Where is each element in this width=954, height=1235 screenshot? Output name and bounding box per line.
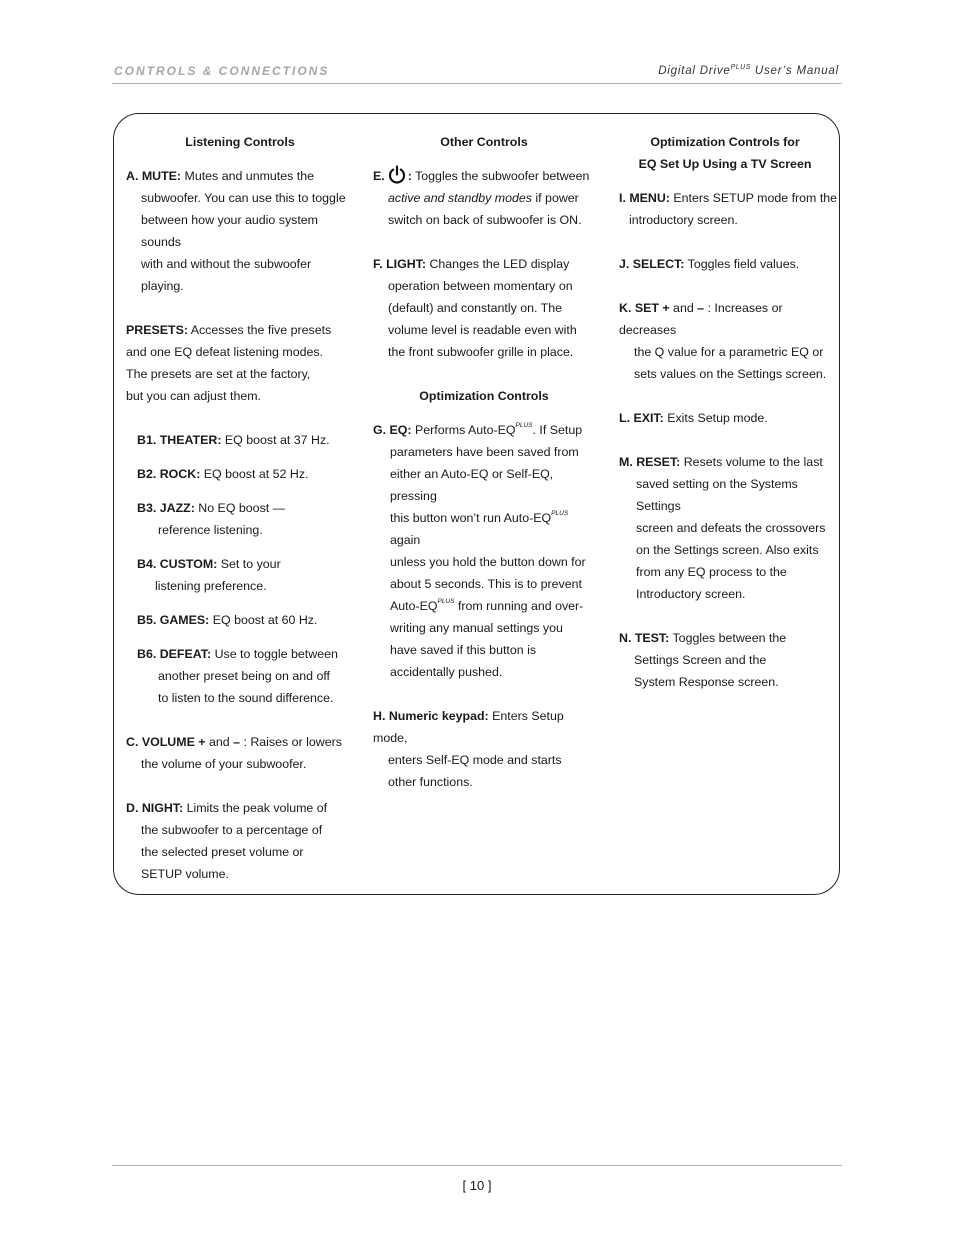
set-description: K. SET + and – : Increases or decreases the Q value for a parametric EQ or sets values on the Settings screen. (619, 301, 827, 381)
manual-title: Digital Drive$^{PLUS}$ User’s Manual (658, 64, 839, 77)
power-description: E. : Toggles the subwoofer between active and standby modes if power switch on back of subwoofer is ON. (373, 165, 595, 231)
reset-description: M. RESET: Resets volume to the last saved setting on the Systems Settings screen and defeats the crossovers on the Settings screen. Also exits from any EQ process to the Introductory screen. (619, 455, 826, 601)
eq-description: G. EQ: Performs Auto-$EQ^{PLUS}$. If Setup parameters have been saved from either an Auto-EQ or Self-EQ, pressing this button won’t run Auto-$EQ^{PLUS}$ again unless you hold the button down for about 5 seconds. This is to prevent Auto-$EQ^{PLUS}$ from running and over- writing any manual settings you have saved if this button is accidentally pushed. (373, 422, 586, 679)
listening-controls-heading: Listening Controls (185, 135, 295, 149)
page-number: [ 10 ] (462, 1178, 492, 1193)
preset-rock: B2. ROCK: EQ boost at 52 Hz. (137, 467, 309, 481)
section-title: CONTROLS & CONNECTIONS (114, 64, 330, 78)
mute-description: A. MUTE: Mutes and unmutes the subwoofer. You can use this to toggle between how your audio system sounds with and without the subwoofer playing. (126, 169, 346, 293)
tv-optimization-heading-line2: EQ Set Up Using a TV Screen (638, 157, 812, 171)
presets-description: PRESETS: Accesses the five presets and one EQ defeat listening modes. The presets are set at the factory, but you can adjust them. (126, 323, 332, 403)
volume-description: C. VOLUME + and – : Raises or lowers the volume of your subwoofer. (126, 735, 342, 771)
night-description: D. NIGHT: Limits the peak volume of the subwoofer to a percentage of the selected preset volume or SETUP volume. (126, 801, 328, 881)
tv-optimization-column (619, 131, 839, 693)
select-description: J. SELECT: Toggles field values. (619, 257, 800, 271)
exit-description: L. EXIT: Exits Setup mode. (619, 411, 768, 425)
numeric-keypad-description: H. Numeric keypad: Enters Setup mode, enters Self-EQ mode and starts other functions. (373, 709, 564, 789)
listening-controls-column (126, 131, 354, 885)
header-divider (112, 83, 842, 84)
power-icon (387, 165, 407, 185)
preset-games: B5. GAMES: EQ boost at 60 Hz. (137, 613, 318, 627)
light-description: F. LIGHT: Changes the LED display operation between momentary on (default) and constantly on. The volume level is readable even with the front subwoofer grille in place. (373, 257, 577, 359)
other-controls-column (373, 131, 595, 793)
preset-list (126, 429, 354, 709)
test-description: N. TEST: Toggles between the Settings Screen and the System Response screen. (619, 631, 787, 689)
other-controls-heading: Other Controls (440, 135, 528, 149)
tv-optimization-heading-line1: Optimization Controls for (650, 135, 800, 149)
preset-jazz: B3. JAZZ: No EQ boost — reference listening. (137, 501, 286, 537)
footer-divider (112, 1165, 842, 1166)
preset-theater: B1. THEATER: EQ boost at 37 Hz. (137, 433, 330, 447)
optimization-controls-heading: Optimization Controls (419, 389, 549, 403)
preset-custom: B4. CUSTOM: Set to your listening preference. (137, 557, 281, 593)
preset-defeat: B6. DEFEAT: Use to toggle between another preset being on and off to listen to the sound difference. (137, 647, 338, 705)
menu-description: I. MENU: Enters SETUP mode from the introductory screen. (619, 191, 838, 227)
